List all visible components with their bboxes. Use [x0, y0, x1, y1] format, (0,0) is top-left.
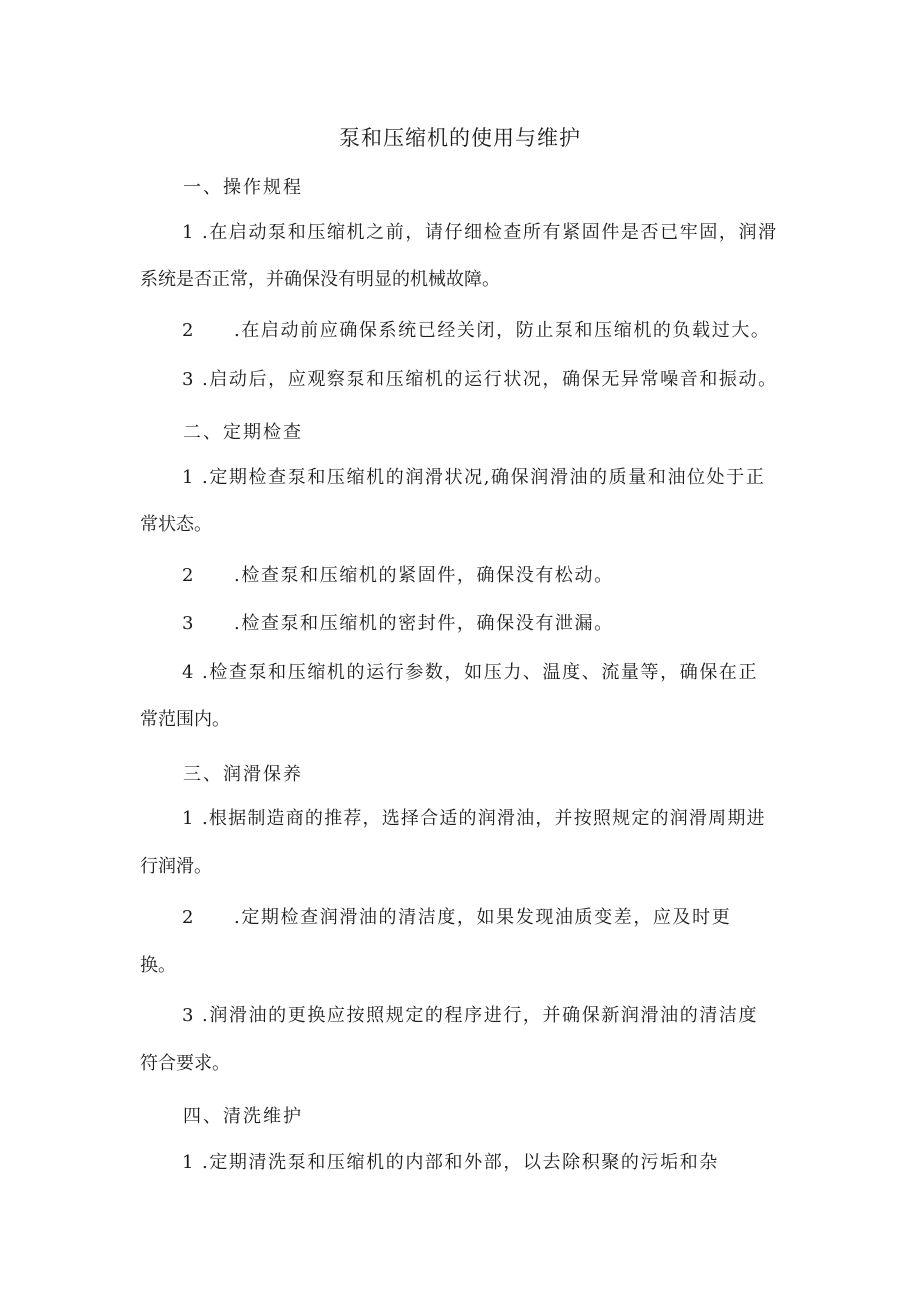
item-number: 3	[182, 369, 194, 390]
paragraph	[140, 661, 800, 732]
paragraph-line: .定期检查润滑油的清洁度，如果发现油质变差，应及时更	[234, 907, 732, 928]
paragraph-line: 常范围内。	[140, 709, 230, 730]
item-number: 4	[182, 662, 194, 683]
paragraph-line: 系统是否正常，并确保没有明显的机械故障。	[140, 269, 500, 290]
item-number: 3	[182, 1005, 194, 1026]
document-title: 泵和压缩机的使用与维护	[339, 126, 581, 150]
section-heading: 二、定期检查	[183, 422, 303, 443]
item-number: 2	[182, 907, 194, 928]
paragraph-line: .根据制造商的推荐，选择合适的润滑油，并按照规定的润滑周期进	[202, 808, 766, 829]
paragraph	[140, 906, 800, 978]
paragraph-line: 行润滑。	[140, 856, 212, 877]
paragraph	[140, 807, 800, 879]
paragraph-line: 常状态。	[140, 514, 212, 535]
paragraph	[140, 466, 800, 537]
section-heading: 一、操作规程	[183, 177, 303, 198]
paragraph	[140, 221, 800, 292]
paragraph-line: .在启动泵和压缩机之前，请仔细检查所有紧固件是否已牢固，润滑	[202, 222, 778, 243]
item-number: 1	[182, 1152, 194, 1173]
paragraph-line: .检查泵和压缩机的紧固件，确保没有松动。	[234, 565, 614, 586]
paragraph-line: .定期清洗泵和压缩机的内部和外部，以去除积聚的污垢和杂	[202, 1152, 719, 1173]
item-number: 1	[182, 808, 194, 829]
paragraph-line: .润滑油的更换应按照规定的程序进行，并确保新润滑油的清洁度	[202, 1005, 759, 1026]
paragraph-line: .定期检查泵和压缩机的润滑状况,确保润滑油的质量和油位处于正	[202, 467, 766, 488]
paragraph	[140, 368, 800, 392]
paragraph-line: 换。	[140, 955, 176, 976]
paragraph	[140, 564, 800, 588]
paragraph-line: 符合要求。	[140, 1053, 230, 1074]
item-number: 1	[182, 222, 194, 243]
section-heading: 四、清洗维护	[183, 1106, 303, 1127]
paragraph-line: .检查泵和压缩机的密封件，确保没有泄漏。	[234, 613, 614, 634]
paragraph	[140, 612, 800, 636]
item-number: 2	[182, 320, 194, 341]
paragraph	[140, 319, 800, 343]
paragraph	[140, 1151, 800, 1175]
paragraph-line: .在启动前应确保系统已经关闭，防止泵和压缩机的负载过大。	[234, 320, 771, 341]
item-number: 1	[182, 467, 194, 488]
section-heading: 三、润滑保养	[183, 764, 303, 785]
paragraph-line: .检查泵和压缩机的运行参数，如压力、温度、流量等，确保在正	[202, 662, 759, 683]
paragraph	[140, 1004, 800, 1076]
item-number: 3	[182, 613, 194, 634]
paragraph-line: .启动后，应观察泵和压缩机的运行状况，确保无异常噪音和振动。	[202, 369, 778, 390]
item-number: 2	[182, 565, 194, 586]
